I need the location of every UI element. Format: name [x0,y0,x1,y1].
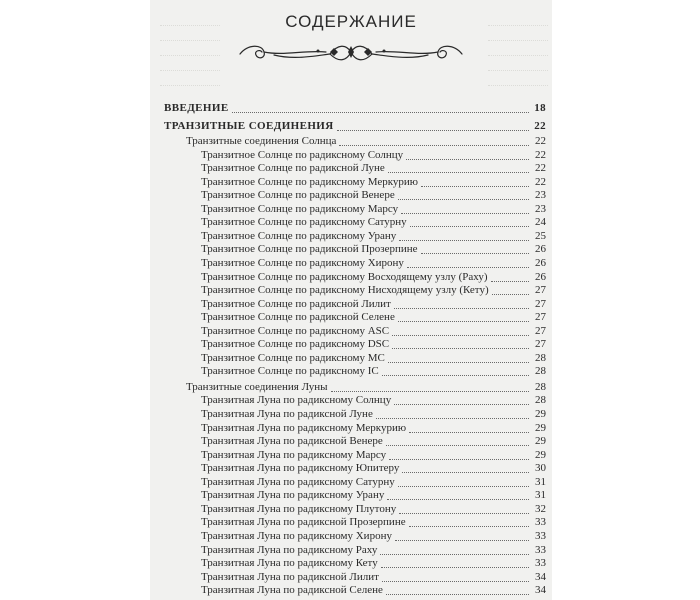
toc-entry [164,176,546,190]
toc-entry-page-number: 27 [535,324,546,337]
toc-entry [164,365,546,379]
dot-leader [387,490,529,500]
toc-entry [164,338,546,352]
toc-entry-title: Транзитная Луна по радиксному Хирону [201,529,392,542]
toc-entry-page-number: 33 [535,557,546,570]
dot-leader [331,382,529,392]
toc-entry-title: Транзитное Солнце по радиксной Селене [201,311,395,324]
toc-entry-title: Транзитная Луна по радиксному Раху [201,543,378,556]
toc-entry [164,435,546,449]
toc-entry-page-number: 32 [535,502,546,515]
toc-entry [164,162,546,176]
toc-entry-page-number: 28 [535,351,546,364]
toc-entry-page-number: 33 [535,529,546,542]
dot-leader [381,558,529,568]
toc-entry-page-number: 22 [535,162,546,175]
dot-leader [394,395,529,405]
toc-entry-title: Транзитное Солнце по радиксному Нисходящему узлу (Кету) [201,284,489,297]
toc-entry-page-number: 26 [535,243,546,256]
toc-entry-page-number: 29 [535,421,546,434]
toc-entry-title: Транзитное Солнце по радиксному Солнцу [201,148,404,161]
dot-leader [382,572,529,582]
toc-entry-page-number: 34 [535,570,546,583]
toc-entry-title: Транзитная Луна по радиксному Солнцу [201,394,392,407]
toc-entry [164,243,546,257]
toc-entry-title: ВВЕДЕНИЕ [164,102,229,114]
toc-entry [164,394,546,408]
toc-entry-title: Транзитное Солнце по радиксной Венере [201,189,395,202]
toc-entry-page-number: 23 [535,189,546,202]
toc-entry-page-number: 31 [535,489,546,502]
toc-entry-title: Транзитное Солнце по радиксному IC [201,365,379,378]
dot-leader [380,545,529,555]
dot-leader [399,504,529,514]
toc-entry [164,102,546,116]
dot-leader [386,436,529,446]
dot-leader [395,531,529,541]
toc-entry-title: Транзитная Луна по радиксному Кету [201,557,378,570]
toc-entry-page-number: 31 [535,475,546,488]
toc-entry [164,216,546,230]
toc-entry-title: Транзитное Солнце по радиксному DSC [201,338,390,351]
toc-entry-title: Транзитное Солнце по радиксному Урану [201,229,397,242]
dot-leader [402,463,529,473]
dot-leader [399,231,529,241]
toc-entry-page-number: 26 [535,257,546,270]
dot-leader [409,423,529,433]
toc-entry-page-number: 34 [535,584,546,597]
toc-entry-page-number: 26 [535,270,546,283]
dot-leader [398,477,529,487]
toc-entry-title: Транзитная Луна по радиксному Юпитеру [201,462,400,475]
dot-leader [398,190,529,200]
dot-leader [401,204,529,214]
toc-entry-title: Транзитная Луна по радиксному Сатурну [201,475,395,488]
toc-entry [164,203,546,217]
dot-leader [421,244,529,254]
toc-entry [164,408,546,422]
dot-leader [410,217,529,227]
book-page [150,0,552,600]
toc-entry [164,230,546,244]
toc-entry-title: Транзитная Луна по радиксной Прозерпине [201,516,406,529]
dot-leader [388,353,529,363]
toc-entry-page-number: 25 [535,229,546,242]
toc-entry [164,381,546,395]
dot-leader [339,136,529,146]
toc-entry [164,325,546,339]
toc-entry-title: Транзитная Луна по радиксному Урану [201,489,385,502]
toc-entry-page-number: 27 [535,311,546,324]
toc-entry-title: ТРАНЗИТНЫЕ СОЕДИНЕНИЯ [164,119,334,132]
dot-leader [421,177,529,187]
toc-entry-page-number: 28 [535,394,546,407]
dot-leader [388,163,529,173]
toc-entry-title: Транзитные соединения Луны [186,380,328,393]
toc-entry [164,462,546,476]
toc-entry-page-number: 24 [535,216,546,229]
dot-leader [337,121,529,131]
dot-leader [382,366,529,376]
toc-entry-page-number: 27 [535,284,546,297]
toc-entry-page-number: 27 [535,297,546,310]
toc-entry-page-number: 29 [535,435,546,448]
toc-entry-page-number: 22 [535,175,546,188]
toc-entry-page-number: 18 [534,102,546,114]
toc-entry-title: Транзитное Солнце по радиксной Луне [201,162,385,175]
toc-entry [164,489,546,503]
dot-leader [386,585,529,595]
dot-leader [392,326,529,336]
toc-entry-page-number: 29 [535,448,546,461]
toc-entry-title: Транзитная Луна по радиксной Венере [201,435,383,448]
toc-entry [164,476,546,490]
toc-entry [164,352,546,366]
toc-entry-title: Транзитное Солнце по радиксному МС [201,351,385,364]
toc-entry [164,271,546,285]
dot-leader [389,450,529,460]
scroll-ornament-icon [234,40,468,64]
toc-entry-page-number: 22 [535,148,546,161]
toc-entry-title: Транзитное Солнце по радиксному Восходящему узлу (Раху) [201,270,488,283]
toc-entry [164,189,546,203]
dot-leader [394,299,529,309]
toc-entry-page-number: 23 [535,202,546,215]
toc-entry-title: Транзитное Солнце по радиксному Марсу [201,202,399,215]
dot-leader [376,409,529,419]
toc-entry [164,557,546,571]
toc-entry-page-number: 33 [535,543,546,556]
toc-entry-title: Транзитная Луна по радиксной Селене [201,584,383,597]
dot-leader [407,258,529,268]
toc-entry-page-number: 29 [535,408,546,421]
toc-entry-title: Транзитная Луна по радиксной Луне [201,408,373,421]
table-of-contents [164,102,546,598]
toc-entry-page-number: 33 [535,516,546,529]
dot-leader [398,312,529,322]
dot-leader [492,285,529,295]
dot-leader [409,517,529,527]
dot-leader [491,272,529,282]
toc-entry [164,530,546,544]
page-title: СОДЕРЖАНИЕ [285,12,417,31]
toc-entry-title: Транзитное Солнце по радиксному Хирону [201,257,404,270]
toc-entry-title: Транзитное Солнце по радиксной Лилит [201,297,391,310]
toc-entry-title: Транзитная Луна по радиксному Меркурию [201,421,407,434]
toc-entry [164,284,546,298]
toc-entry [164,544,546,558]
toc-entry-title: Транзитная Луна по радиксному Плутону [201,502,397,515]
toc-entry-page-number: 27 [535,338,546,351]
toc-entry-title: Транзитное Солнце по радиксному Сатурну [201,216,407,229]
toc-entry [164,449,546,463]
toc-entry-title: Транзитная Луна по радиксной Лилит [201,570,379,583]
toc-entry [164,571,546,585]
toc-entry-page-number: 28 [535,380,546,393]
toc-entry-page-number: 30 [535,462,546,475]
toc-entry [164,516,546,530]
toc-entry [164,149,546,163]
dot-leader [406,150,529,160]
toc-entry [164,311,546,325]
toc-entry-title: Транзитное Солнце по радиксной Прозерпине [201,243,418,256]
toc-entry-page-number: 28 [535,365,546,378]
toc-entry [164,298,546,312]
toc-entry [164,120,546,134]
toc-entry [164,422,546,436]
toc-entry-title: Транзитные соединения Солнца [186,135,337,148]
toc-entry-title: Транзитное Солнце по радиксному Меркурию [201,175,419,188]
toc-entry-title: Транзитная Луна по радиксному Марсу [201,448,387,461]
toc-entry [164,257,546,271]
toc-entry [164,503,546,517]
toc-entry-page-number: 22 [534,119,546,132]
toc-entry [164,135,546,149]
dot-leader [392,339,529,349]
dot-leader [232,103,529,113]
toc-entry-title: Транзитное Солнце по радиксному ASC [201,324,390,337]
toc-entry-page-number: 22 [535,135,546,148]
toc-entry [164,584,546,598]
